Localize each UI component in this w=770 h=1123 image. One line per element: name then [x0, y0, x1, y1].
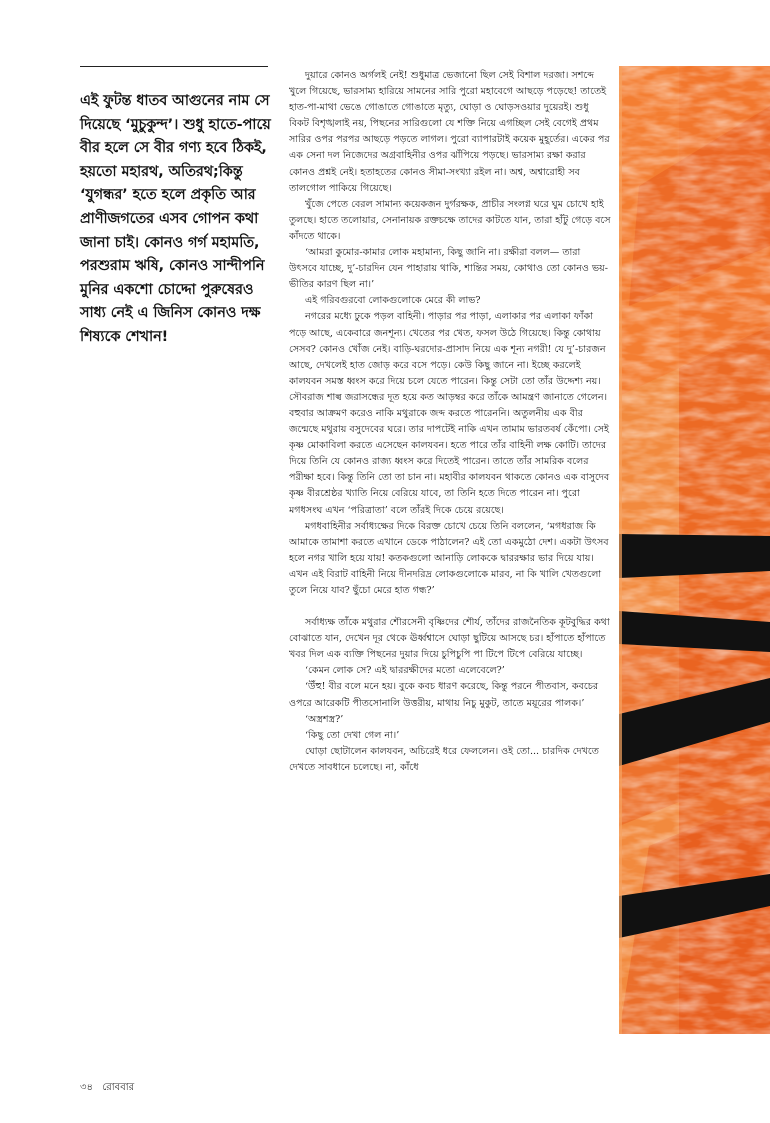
article-paragraph: দুয়ারে কোনও অর্গলই নেই! শুধুমাত্র ভেজানো ছিল সেই বিশাল দরজা। সশব্দে খুলে গিয়েছে, ভারসাম্য হারিয়ে সামনের সারি পুরো মহাবেগে আছড়ে পড়েছে! তাতেই হাত-পা-মাথা ভেঙে গোঙাতে গোঙাতে মৃত্যু, ঘোড়া ও ঘোড়সওয়ার দুয়েরই। শুধু বিকট বিশৃঙ্খলাই নয়, পিছনের সারিগুলো যে শক্তি নিয়ে এগচ্ছিল সেই বেগেই প্রথম সারির ওপর পরপর আছড়ে পড়তে লাগল। পুরো ব্যাপারটাই কয়েক মুহূর্তের। একের পর এক সেনা দল নিজেদের অগ্রবাহিনীর ওপর ঝাঁপিয়ে পড়ছে। ভারসাম্য রক্ষা করার কোনও প্রশ্নই নেই। হতাহতের কোনও সীমা-সংখ্যা রইল না। অশ্ব, অশ্বারোহী সব তালগোল পাকিয়ে গিয়েছে। — [289, 70, 610, 194]
article-paragraph: ‘উঁহু! বীর বলে মনে হয়। বুকে কবচ ধারণ করেছে, কিন্তু পরনে পীতবাস, কবচের ওপরে আরেকটি পীতসোনালি উত্তরীয়, মাথায় নিচু মুকুট, তাতে ময়ূরের পালক।’ — [289, 681, 599, 709]
painted-artwork — [619, 66, 770, 1034]
article-paragraph: খুঁজে পেতে বেরল সামান্য কয়েকজন দুর্গরক্ষক, প্রাচীর সংলগ্ন ঘরে ঘুম চোখে হাই তুলছে। হাতে তলোয়ার, সেনানায়ক রক্তচক্ষে তাদের কাটতে যান, তারা হাঁটু গেড়ে বসে কাঁদতে থাকে। — [289, 198, 611, 242]
pull-quote — [80, 90, 272, 350]
article-paragraph: ‘আমরা কুমোর-কামার লোক মহামান্য, কিছু জানি না। রক্ষীরা বলল— তারা উৎসবে যাচ্ছে, দু’-চারদিন যেন পাহারায় থাকি, শান্তির সময়, কোথাও তো কোনও ভয়-ভীতির কারণ ছিল না।’ — [289, 247, 608, 291]
article-paragraph: নগরের মধ্যে ঢুকে পড়ল বাহিনী। পাড়ার পর পাড়া, এলাকার পর এলাকা ফাঁকা পড়ে আছে, একেবারে জনশূন্য। খেতের পর খেত, ফসল উঠে গিয়েছে। কিন্তু কোথায় সেসব? কোনও খোঁজ নেই। বাড়ি-ঘরদোর-প্রাসাদ নিয়ে এক শূন্য নগরী! যে দু’-চারজন আছে, দেখলেই হাত জোড় করে বসে পড়ে। কেউ কিছু জানে না। ইচ্ছে করলেই কালযবন সমস্ত ধ্বংস করে দিয়ে চলে যেতে পারেন। কিন্তু সেটা তো তাঁর উদ্দেশ্য নয়। সৌবরাজ শাল্ব জরাসন্ধের দূত হয়ে কত আড়ম্বর করে তাঁকে আমন্ত্রণ জানাতে গেলেন। বহুবার আক্রমণ করেও নাকি মথুরাকে জব্দ করতে পারেননি। অতুলনীয় এক বীর জন্মেছে মথুরায় বসুদেবের ঘরে। তার দাপটেই নাকি এখন তামাম ভারতবর্ষ কেঁপো। সেই কৃষ্ণ মোকাবিলা করতে এসেছেন কালযবন। হতে পারে তাঁর বাহিনী লক্ষ কোটি। তাদের দিয়ে তিনি যে কোনও রাজ্য ধ্বংস করে দিতেই পারেন। তাতে তাঁর সামরিক বলের পরীক্ষা হবে। কিন্তু তিনি তো তা চান না। মহাবীর কালযবন থাকতে কোনও এক বাসুদেব কৃষ্ণ বীরশ্রেষ্ঠর খ্যাতি নিয়ে বেরিয়ে যাবে, তা তিনি হতে দিতে পারেন না। পুরো মগধসংঘ এখন ‘পরিত্রাতা’ বলে তাঁরই দিকে চেয়ে রয়েছে। — [289, 311, 610, 516]
article-paragraph: ঘোড়া ছোটালেন কালযবন, অচিরেই ধরে ফেললেন। ওই তো... চারদিক দেখতে দেখতে সাবধানে চলেছে। না, কাঁধে — [289, 745, 599, 773]
article-paragraph: ‘কেমন লোক সে? এই দ্বাররক্ষীদের মতো এলেবেলে?’ — [305, 665, 505, 677]
pull-quote-text: এই ফুটন্ত ধাতব আগুনের নাম সে দিয়েছে ‘মুচুকুন্দ’। শুধু হাতে-পায়ে বীর হলে সে বীর গণ্য হবে ঠিকই, হয়তো মহারথ, অতিরথ;কিন্তু ‘যুগন্ধর’ হতে হলে প্রকৃতি আর প্রাণীজগতের এসব গোপন কথা জানা চাই। কোনও গর্গ মহামতি, পরশুরাম ঋষি, কোনও সান্দীপনি মুনির একশো চোদ্দো পুরুষেরও সাধ্য নেই এ জিনিস কোনও দক্ষ শিষ্যকে শেখান! — [80, 93, 271, 345]
article-paragraph: এই গরিবগুরবো লোকগুলোকে মেরে কী লাভ? — [305, 295, 481, 307]
page-number: ৩৪ — [80, 1082, 93, 1093]
article-paragraph: ‘কিছু তো দেখা গেল না।’ — [305, 729, 400, 741]
article-body — [289, 68, 611, 1050]
pull-quote-rule — [80, 66, 268, 67]
article-paragraph: মগধবাহিনীর সর্বাধ্যক্ষের দিকে বিরক্ত চোখে চেয়ে তিনি বললেন, ‘মগধরাজ কি আমাকে তামাশা করতে এখানে ডেকে পাঠালেন? এই তো একমুঠো দেশ। একটা উৎসব হলে নগর খালি হয়ে যায়! কতকগুলো আনাড়ি লোককে দ্বাররক্ষার ভার দিয়ে যায়। এখন এই বিরাট বাহিনী নিয়ে দীনদরিদ্র লোকগুলোকে মারব, না কি খালি খেতগুলো তুলে নিয়ে যাব? ছুঁচো মেরে হাত গন্ধ?’ — [289, 520, 609, 596]
magazine-name: রোববার — [102, 1082, 135, 1093]
article-paragraph: সর্বাধ্যক্ষ তাঁকে মথুরার শৌরসেনী বৃষ্ণিদের শৌর্য, তাঁদের রাজনৈতিক কূটবুদ্ধির কথা বোঝাতে যান, দেখেন দূর থেকে ঊর্ধ্বশ্বাসে ঘোড়া ছুটিয়ে আসছে চর। হাঁপাতে হাঁপাতে খবর দিল এক ব্যক্তি পিছনের দুয়ার দিয়ে চুপিচুপি পা টিপে টিপে বেরিয়ে যাচ্ছে। — [289, 617, 610, 661]
page-footer — [80, 1080, 140, 1097]
article-paragraph: ‘অস্ত্রশস্ত্র?’ — [305, 713, 344, 725]
painted-artwork-image — [619, 66, 770, 1034]
